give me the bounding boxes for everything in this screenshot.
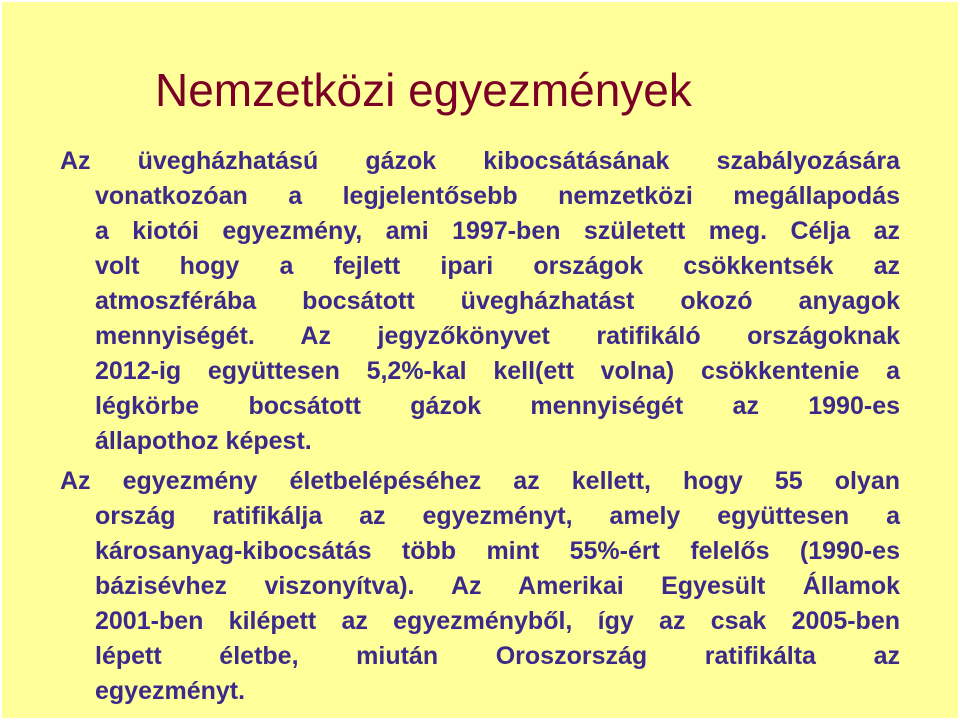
- paragraph-line: vonatkozóan a legjelentősebb nemzetközi megállapodás: [95, 182, 900, 210]
- paragraph-line: 2001-ben kilépett az egyezményből, így az csak 2005-ben: [95, 607, 900, 635]
- paragraph-line: 2012-ig együttesen 5,2%-kal kell(ett volna) csökkentenie a: [95, 357, 900, 385]
- paragraph-line: volt hogy a fejlett ipari országok csökkentsék az: [95, 252, 900, 280]
- paragraph-line: mennyiségét. Az jegyzőkönyvet ratifikáló országoknak: [95, 322, 900, 350]
- slide-title: Nemzetközi egyezmények: [155, 64, 692, 116]
- paragraph-line: Az egyezmény életbelépéséhez az kellett, hogy 55 olyan: [60, 467, 900, 495]
- paragraph-line: lépett életbe, miután Oroszország ratifikálta az: [95, 642, 900, 670]
- paragraph-line: bázisévhez viszonyítva). Az Amerikai Egyesült Államok: [95, 572, 900, 600]
- paragraph-line: károsanyag-kibocsátás több mint 55%-ért felelős (1990-es: [95, 537, 900, 565]
- paragraph-line: egyezményt.: [95, 677, 246, 705]
- paragraph-line: légkörbe bocsátott gázok mennyiségét az 1990-es: [95, 392, 900, 420]
- paragraph-line: a kiotói egyezmény, ami 1997-ben született meg. Célja az: [95, 217, 900, 245]
- paragraph-line: állapothoz képest.: [95, 427, 312, 455]
- paragraph-line: Az üvegházhatású gázok kibocsátásának szabályozására: [60, 147, 900, 175]
- paragraph-line: atmoszférába bocsátott üvegházhatást okozó anyagok: [95, 287, 900, 315]
- paragraph-entry-into-force: [60, 464, 900, 709]
- paragraph-line: ország ratifikálja az egyezményt, amely együttesen a: [95, 502, 900, 530]
- paragraph-kyoto-overview: [60, 144, 900, 459]
